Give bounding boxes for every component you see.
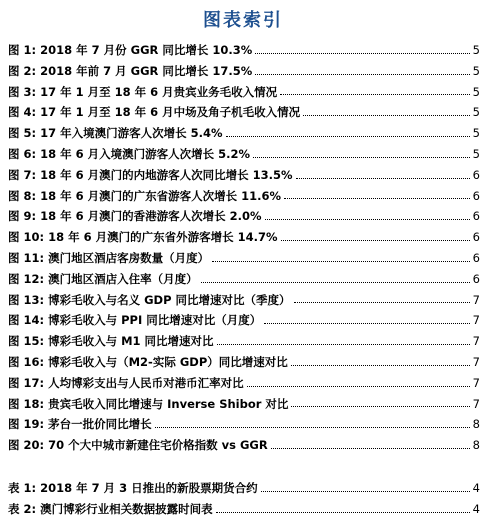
figure-index-entry[interactable] [8, 227, 480, 248]
figure-title: 18 年 6 月澳门的广东省外游客增长 14.7% [48, 230, 278, 245]
dot-leader [253, 157, 470, 158]
table-title: 澳门博彩行业相关数据披露时间表 [40, 501, 213, 516]
figure-index-entry[interactable] [8, 269, 480, 290]
figure-label: 图 13: [8, 292, 45, 307]
figure-index-entry[interactable] [8, 373, 480, 394]
figure-title: 70 个大中城市新建住宅价格指数 vs GGR [48, 438, 268, 453]
figure-title: 博彩毛收入与 M1 同比增速对比 [48, 334, 214, 349]
figure-index-entry[interactable] [8, 352, 480, 373]
figure-title: 博彩毛收入与（M2-实际 GDP）同比增速对比 [48, 354, 288, 369]
figure-title: 博彩毛收入与名义 GDP 同比增速对比（季度） [48, 292, 291, 307]
dot-leader [217, 344, 470, 345]
figure-label: 图 2: [8, 63, 37, 78]
figure-title: 17 年入境澳门游客人次增长 5.4% [40, 126, 223, 141]
dot-leader [212, 261, 470, 262]
figure-title: 2018 年 7 月份 GGR 同比增长 10.3% [40, 43, 253, 57]
figure-label: 图 3: [8, 84, 37, 99]
figure-label: 图 4: [8, 105, 37, 120]
dot-leader [261, 491, 470, 492]
figure-label: 图 9: [8, 209, 37, 224]
page-number: 6 [472, 250, 480, 265]
figure-label: 图 12: [8, 271, 45, 286]
dot-leader [247, 386, 470, 387]
figure-label: 图 6: [8, 146, 37, 161]
page-number: 6 [472, 271, 480, 286]
page-number: 7 [472, 313, 480, 328]
figure-label: 图 20: [8, 438, 45, 453]
figure-index-entry[interactable] [8, 435, 480, 456]
figure-index-entry[interactable] [8, 206, 480, 227]
dot-leader [155, 427, 470, 428]
figure-index-entry[interactable] [8, 165, 480, 186]
figure-label: 图 11: [8, 250, 45, 265]
page-number: 5 [472, 126, 480, 141]
figure-title: 茅台一批价同比增长 [48, 417, 152, 432]
figure-index-entry[interactable] [8, 40, 480, 61]
figure-index-entry[interactable] [8, 186, 480, 207]
page-number: 6 [472, 188, 480, 203]
figure-label: 图 7: [8, 167, 37, 182]
figure-label: 图 15: [8, 334, 45, 349]
figure-index-entry[interactable] [8, 394, 480, 415]
page-number: 7 [472, 375, 480, 390]
figure-title: 2018 年前 7 月 GGR 同比增长 17.5% [40, 63, 253, 78]
figure-label: 图 10: [8, 230, 45, 245]
figure-title: 贵宾毛收入同比增速与 Inverse Shibor 对比 [48, 396, 289, 411]
page-number: 4 [472, 480, 480, 495]
figure-index-list [8, 40, 480, 520]
table-index-entry[interactable] [8, 478, 480, 499]
figure-label: 图 18: [8, 396, 45, 411]
page-number: 8 [472, 417, 480, 432]
figure-index-entry[interactable] [8, 248, 480, 269]
dot-leader [265, 219, 470, 220]
figure-title: 18 年 6 月澳门的香港游客人次增长 2.0% [40, 209, 262, 224]
dot-leader [255, 74, 469, 75]
dot-leader [291, 365, 470, 366]
figure-title: 澳门地区酒店客房数量（月度） [48, 250, 210, 265]
figure-index-entry[interactable] [8, 61, 480, 82]
page-number: 6 [472, 230, 480, 245]
page-number: 7 [472, 354, 480, 369]
dot-leader [291, 406, 469, 407]
figure-label: 图 5: [8, 126, 37, 141]
page-number: 7 [472, 334, 480, 349]
page-number: 8 [472, 438, 480, 453]
page-number: 7 [472, 292, 480, 307]
dot-leader [303, 115, 470, 116]
figure-title: 18 年 6 月澳门的广东省游客人次增长 11.6% [40, 188, 282, 203]
figure-index-entry[interactable] [8, 123, 480, 144]
figure-label: 图 16: [8, 354, 45, 369]
page-number: 5 [472, 105, 480, 120]
figure-title: 17 年 1 月至 18 年 6 月中场及角子机毛收入情况 [40, 105, 301, 120]
figure-label: 图 1: [8, 43, 37, 57]
figure-index-entry[interactable] [8, 82, 480, 103]
figure-title: 18 年 6 月澳门的内地游客人次同比增长 13.5% [40, 167, 293, 182]
figure-title: 澳门地区酒店入住率（月度） [48, 271, 198, 286]
page-number: 5 [472, 43, 480, 57]
page-number: 5 [472, 63, 480, 78]
dot-leader [201, 282, 470, 283]
figure-label: 图 19: [8, 417, 45, 432]
figure-title: 18 年 6 月入境澳门游客人次增长 5.2% [40, 146, 251, 161]
figure-index-entry[interactable] [8, 414, 480, 435]
page-title: 图表索引 [203, 10, 283, 31]
dot-leader [216, 512, 470, 513]
figure-index-entry[interactable] [8, 144, 480, 165]
dot-leader [271, 448, 470, 449]
page-number: 5 [472, 84, 480, 99]
figure-index-entry[interactable] [8, 290, 480, 311]
page-number: 7 [472, 396, 480, 411]
dot-leader [296, 178, 470, 179]
page-number: 6 [472, 167, 480, 182]
dot-leader [264, 323, 469, 324]
table-label: 表 2: [8, 501, 37, 516]
figure-title: 博彩毛收入与 PPI 同比增速对比（月度） [48, 313, 262, 328]
figure-index-entry[interactable] [8, 331, 480, 352]
figure-label: 图 17: [8, 375, 45, 390]
page-number: 6 [472, 209, 480, 224]
table-index-entry[interactable] [8, 499, 480, 520]
figure-title: 人均博彩支出与人民币对港币汇率对比 [48, 375, 244, 390]
figure-index-entry[interactable] [8, 310, 480, 331]
figure-label: 图 8: [8, 188, 37, 203]
dot-leader [284, 198, 470, 199]
dot-leader [226, 136, 470, 137]
figure-title: 17 年 1 月至 18 年 6 月贵宾业务毛收入情况 [40, 84, 278, 99]
page-number: 4 [472, 501, 480, 516]
dot-leader [294, 302, 470, 303]
figure-index-entry[interactable] [8, 102, 480, 123]
page-number: 5 [472, 146, 480, 161]
table-label: 表 1: [8, 480, 37, 495]
dot-leader [280, 94, 470, 95]
dot-leader [281, 240, 470, 241]
figure-label: 图 14: [8, 313, 45, 328]
dot-leader [255, 53, 469, 54]
table-title: 2018 年 7 月 3 日推出的新股票期货合约 [40, 480, 258, 495]
